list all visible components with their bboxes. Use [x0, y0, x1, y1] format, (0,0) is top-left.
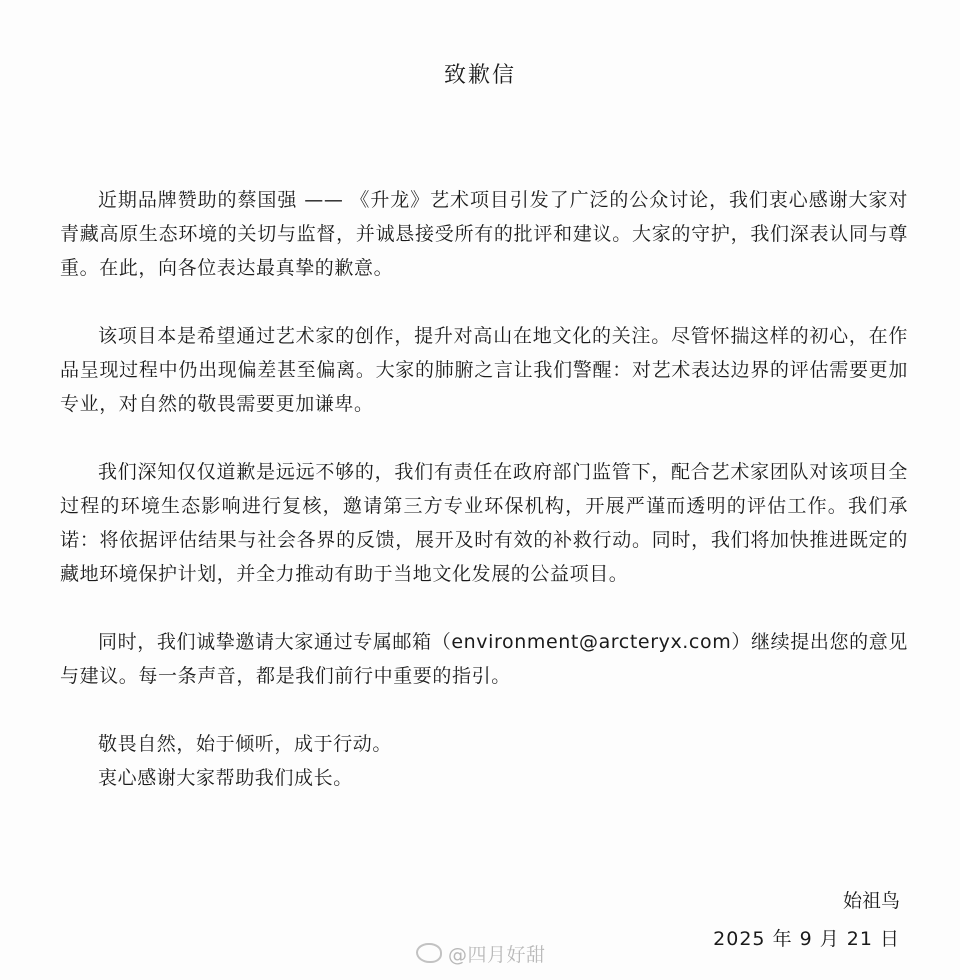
paragraph-3: 我们深知仅仅道歉是远远不够的，我们有责任在政府部门监管下，配合艺术家团队对该项目全过程的环境生态影响进行复核，邀请第三方专业环保机构，开展严谨而透明的评估工作。我们承诺：将依据评估结果与社会各界的反馈，展开及时有效的补救行动。同时，我们将加快推进既定的藏地环境保护计划，并全力推动有助于当地文化发展的公益项目。 [60, 461, 908, 585]
closing-line-2: 衷心感谢大家帮助我们成长。 [98, 767, 353, 789]
signature-block [713, 882, 900, 958]
letter-body [60, 183, 908, 795]
signature-date: 2025 年 9 月 21 日 [713, 928, 900, 950]
paragraph-4: 同时，我们诚挚邀请大家通过专属邮箱（environment@arcteryx.com）继续提出您的意见与建议。每一条声音，都是我们前行中重要的指引。 [60, 631, 908, 687]
paragraph-2: 该项目本是希望通过艺术家的创作，提升对高山在地文化的关注。尽管怀揣这样的初心，在作品呈现过程中仍出现偏差甚至偏离。大家的肺腑之言让我们警醒：对艺术表达边界的评估需要更加专业，对自然的敬畏需要更加谦卑。 [60, 325, 908, 415]
closing-lines [60, 727, 908, 795]
closing-line-1: 敬畏自然，始于倾听，成于行动。 [98, 733, 393, 755]
paragraph-1: 近期品牌赞助的蔡国强 —— 《升龙》艺术项目引发了广泛的公众讨论，我们衷心感谢大家对青藏高原生态环境的关切与监督，并诚恳接受所有的批评和建议。大家的守护，我们深表认同与尊重。在此，向各位表达最真挚的歉意。 [60, 189, 908, 279]
watermark [416, 940, 546, 967]
signature-name: 始祖鸟 [842, 890, 900, 912]
weibo-icon [416, 943, 442, 963]
letter-title: 致歉信 [443, 63, 516, 88]
watermark-text: @四月好甜 [448, 944, 546, 966]
